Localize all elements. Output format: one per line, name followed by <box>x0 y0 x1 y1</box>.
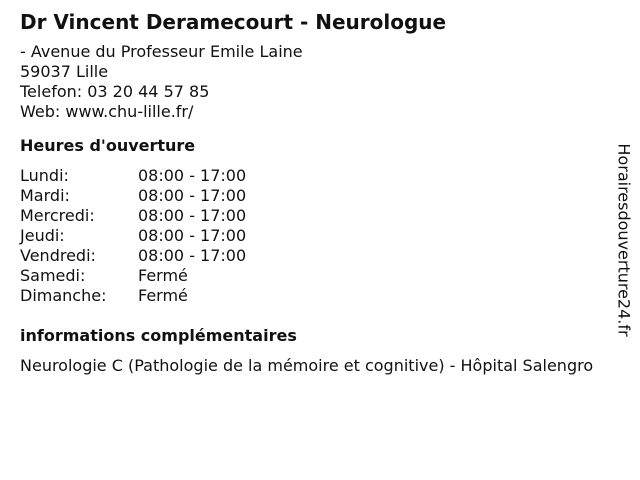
day-label: Mercredi: <box>20 206 95 225</box>
page-title: Dr Vincent Deramecourt - Neurologue <box>20 10 447 34</box>
day-hours: 08:00 - 17:00 <box>138 166 247 185</box>
day-hours: 08:00 - 17:00 <box>138 246 247 265</box>
day-label: Jeudi: <box>20 226 65 245</box>
opening-hours-heading: Heures d'ouverture <box>20 136 196 155</box>
day-hours: Fermé <box>138 286 188 305</box>
additional-info-text: Neurologie C (Pathologie de la mémoire et cognitive) - Hôpital Salengro <box>20 356 594 375</box>
day-hours: 08:00 - 17:00 <box>138 186 247 205</box>
day-label: Mardi: <box>20 186 70 205</box>
day-hours: 08:00 - 17:00 <box>138 226 247 245</box>
hours-row-thursday <box>20 226 610 246</box>
address-block <box>20 42 610 122</box>
hours-row-tuesday <box>20 186 610 206</box>
city: 59037 Lille <box>20 62 109 81</box>
hours-row-saturday <box>20 266 610 286</box>
hours-row-friday <box>20 246 610 266</box>
day-label: Samedi: <box>20 266 86 285</box>
day-label: Vendredi: <box>20 246 96 265</box>
phone-number: Telefon: 03 20 44 57 85 <box>20 82 210 101</box>
hours-row-sunday <box>20 286 610 306</box>
hours-row-wednesday <box>20 206 610 226</box>
watermark: Horairesdouverture24.fr <box>614 143 634 337</box>
hours-row-monday <box>20 166 610 186</box>
website: Web: www.chu-lille.fr/ <box>20 102 194 121</box>
practice-card <box>20 9 610 376</box>
day-label: Lundi: <box>20 166 69 185</box>
day-label: Dimanche: <box>20 286 107 305</box>
opening-hours-table <box>20 166 610 306</box>
additional-info-heading: informations complémentaires <box>20 326 297 345</box>
street-address: - Avenue du Professeur Emile Laine <box>20 42 303 61</box>
day-hours: 08:00 - 17:00 <box>138 206 247 225</box>
day-hours: Fermé <box>138 266 188 285</box>
